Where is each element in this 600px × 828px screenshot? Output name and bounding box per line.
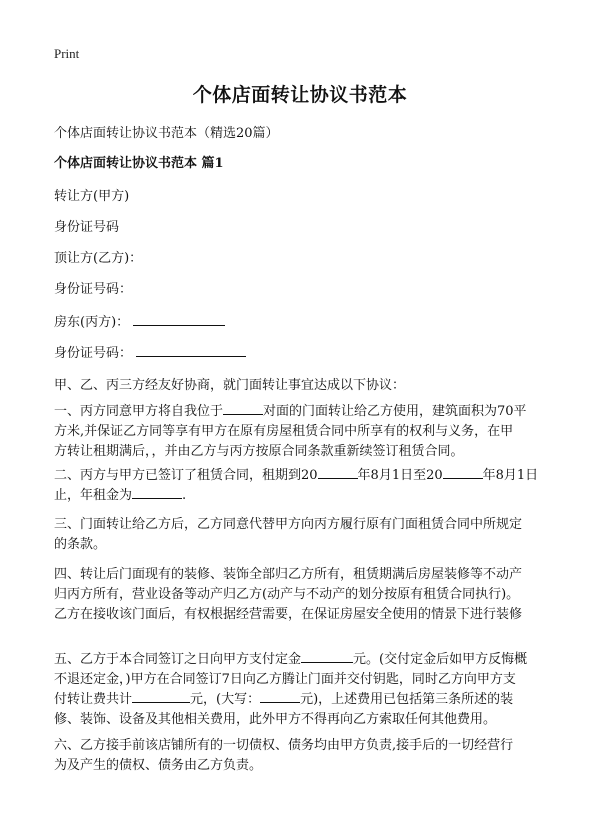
- clause-6-row-2: 为及产生的债权、债务由乙方负责。: [54, 758, 263, 773]
- clause-5-text-c: 付转让费共计: [54, 692, 133, 707]
- clause-5-text-b: 元。(交付定金后如甲方反悔概: [353, 652, 528, 667]
- annual-rent-blank: [132, 486, 182, 499]
- clause-5-text-a: 五、乙方于本合同签订之日向甲方支付定金: [54, 652, 302, 667]
- landlord-id-label: 身份证号码：: [54, 346, 133, 361]
- clause-5-text-e: 元)，上述费用已包括第三条所述的装: [300, 692, 514, 707]
- clause-2-text-b: 年8月1日至20: [357, 468, 443, 483]
- deposit-blank: [301, 650, 353, 663]
- transferee-line: [54, 247, 142, 266]
- clause-2-row-1: [54, 466, 550, 486]
- clause-1-text-b: 对面的门面转让给乙方使用，建筑面积为70平: [263, 404, 527, 419]
- landlord-id-line: [54, 342, 246, 361]
- location-blank: [223, 402, 263, 415]
- landlord-id-blank: [136, 344, 246, 357]
- transfer-fee-blank: [132, 690, 190, 703]
- landlord-label: 房东(丙方)：: [54, 315, 130, 330]
- page-title: 个体店面转让协议书范本: [192, 84, 408, 106]
- clause-4-row-3: 乙方在接收该门面后，有权根据经营需要，在保证房屋安全使用的情景下进行装修: [54, 607, 523, 622]
- clause-3: [54, 515, 550, 555]
- transferee-id-label: 身份证号码：: [54, 282, 133, 297]
- clause-4: [54, 565, 550, 625]
- clause-2-text-d: 止，年租金为: [54, 488, 133, 503]
- landlord-line: [54, 311, 225, 330]
- fee-in-words-blank: [260, 690, 300, 703]
- clause-2-text-a: 二、丙方与甲方已签订了租赁合同，租期到20: [54, 468, 318, 483]
- end-year-blank: [443, 466, 483, 479]
- clause-1-row-1: [54, 402, 550, 422]
- clause-1-row-2: 方米,并保证乙方同等享有甲方在原有房屋租赁合同中所享有的权利与义务，在甲: [54, 424, 514, 439]
- clause-5: [54, 650, 550, 730]
- landlord-blank: [133, 313, 225, 326]
- clause-3-row-2: 的条款。: [54, 537, 107, 552]
- transferor-label: 转让方(甲方): [54, 189, 130, 204]
- clause-1-text-a: 一、丙方同意甲方将自我位于: [54, 404, 224, 419]
- clause-2-text-e: .: [182, 488, 187, 503]
- clause-5-row-3: [54, 690, 550, 710]
- transferor-id-line: [54, 216, 119, 235]
- print-label: Print: [54, 46, 80, 61]
- clause-1: [54, 402, 550, 462]
- transferee-label: 顶让方(乙方)：: [54, 251, 143, 266]
- transferor-line: [54, 185, 129, 204]
- clause-5-row-4: 修、装饰、设备及其他相关费用，此外甲方不得再向乙方索取任何其他费用。: [54, 712, 497, 727]
- clause-5-row-2: 不退还定金，)甲方在合同签订7日向乙方腾让门面并交付钥匙，同时乙方向甲方支: [54, 672, 516, 687]
- clause-6-row-1: 六、乙方接手前该店铺所有的一切债权、债务均由甲方负责,接手后的一切经营行: [54, 738, 514, 753]
- clause-4-row-2: 归丙方所有，营业设备等动产归乙方(动产与不动产的划分按原有租赁合同执行)。: [54, 587, 520, 602]
- transferor-id-label: 身份证号码: [54, 220, 120, 235]
- section-heading: 个体店面转让协议书范本 篇1: [54, 156, 224, 171]
- clause-4-row-1: 四、转让后门面现有的装修、装饰全部归乙方所有，租赁期满后房屋装修等不动产: [54, 567, 523, 582]
- clause-5-text-d: 元，(大写：: [190, 692, 261, 707]
- start-year-blank: [318, 466, 358, 479]
- document-subtitle: 个体店面转让协议书范本（精选20篇）: [54, 126, 279, 141]
- clause-2: [54, 466, 550, 506]
- clause-3-row-1: 三、门面转让给乙方后，乙方同意代替甲方向丙方履行原有门面租赁合同中所规定: [54, 517, 523, 532]
- clause-2-text-c: 年8月1日: [482, 468, 539, 483]
- intro-line: [54, 374, 405, 393]
- transferee-id-line: [54, 278, 132, 297]
- clause-6: [54, 736, 550, 776]
- clause-2-row-2: [54, 486, 550, 506]
- intro-text: 甲、乙、丙三方经友好协商，就门面转让事宜达成以下协议：: [54, 378, 406, 393]
- clause-5-row-1: [54, 650, 550, 670]
- clause-1-row-3: 方转让租期满后，，并由乙方与丙方按原合同条款重新续签订租赁合同。: [54, 444, 464, 459]
